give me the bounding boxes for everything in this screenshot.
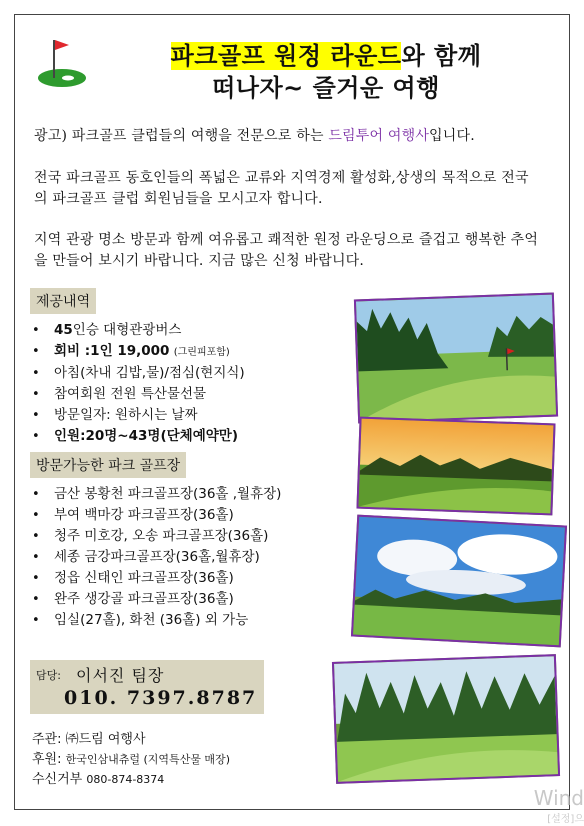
list-item: [30, 363, 245, 384]
company-name: 드림투어 여행사: [328, 128, 430, 144]
date-text: 방문일자: 원하시는 날짜: [54, 407, 198, 423]
optout-number[interactable]: 080-874-8374: [86, 773, 165, 786]
sponsor-prefix: 후원:: [32, 752, 66, 767]
title-line1-rest: 와 함께: [401, 42, 482, 70]
golf-course-photo-forest: [332, 654, 560, 784]
list-item: • 정읍 신태인 파크골프장(36홀): [30, 568, 281, 589]
gift-text: 참여회원 전원 특산물선물: [54, 386, 207, 402]
list-item: • 청주 미호강, 오송 파크골프장(36홀): [30, 526, 281, 547]
list-item: • 금산 봉황천 파크골프장(36홀 ,월휴장): [30, 484, 281, 505]
list-item: • 부여 백마강 파크골프장(36홀): [30, 505, 281, 526]
activation-watermark-sub: [설정]으: [547, 814, 584, 825]
courses-list: [30, 484, 281, 631]
courses-header: 방문가능한 파크 골프장: [30, 452, 186, 478]
list-item: [30, 320, 245, 341]
headcount-text: 인원:20명~43명(단체예약만): [54, 428, 238, 444]
golf-flag-icon: [36, 36, 92, 92]
list-item: • 세종 금강파크골프장(36홀,월휴장): [30, 547, 281, 568]
contact-phone[interactable]: 010. 7397.8787: [64, 687, 258, 709]
optout-label: 수신거부: [32, 772, 87, 787]
contact-name: 이서진 팀장: [76, 666, 165, 685]
title-highlight: 파크골프 원정 라운드: [170, 42, 402, 70]
bus-seats: 45: [54, 322, 73, 338]
list-item: • 임실(27홀), 화천 (36홀) 외 가능: [30, 610, 281, 631]
fee-note: (그린피포함): [173, 347, 230, 358]
ad-suffix: 입니다.: [429, 128, 475, 144]
list-item: [30, 426, 245, 447]
organizer: 주관: ㈜드림 여행사: [32, 732, 146, 747]
sponsor-line: [32, 750, 230, 770]
list-item: [30, 384, 245, 405]
contact-label: 담당:: [36, 669, 61, 682]
activation-watermark: Wind: [533, 786, 584, 810]
optout-line: [32, 770, 230, 790]
contact-box: [30, 660, 264, 714]
list-item: [30, 341, 245, 363]
golf-course-photo-clouds: [351, 515, 567, 648]
golf-course-photo-sunset: [356, 417, 555, 516]
footer: [32, 730, 230, 790]
list-item: [30, 405, 245, 426]
provided-list: [30, 320, 245, 447]
page-title: [96, 40, 556, 104]
provided-header: 제공내역: [30, 288, 96, 314]
intro-paragraph-2: 전국 파크골프 동호인들의 폭넓은 교류와 지역경제 활성화,상생의 목적으로 전국의 파크골프 클럽 회원님들을 모시고자 합니다.: [34, 170, 529, 207]
bus-label: 인승 대형관광버스: [72, 322, 182, 338]
meals-text: 아침(차내 김밥,물)/점심(현지식): [54, 365, 245, 381]
intro-paragraph-3: 지역 관광 명소 방문과 함께 여유롭고 쾌적한 원정 라운딩으로 즐겁고 행복한 추억을 만들어 보시기 바랍니다. 지금 많은 신청 바랍니다.: [34, 232, 539, 269]
sponsor: 한국인삼내츄럴 (지역특산물 매장): [65, 753, 230, 766]
title-line2: 떠나자~ 즐거운 여행: [212, 74, 440, 102]
fee-label: 회비 :1인 19,000: [54, 343, 170, 359]
intro-ad-line: [34, 126, 564, 147]
list-item: • 완주 생강골 파크골프장(36홀): [30, 589, 281, 610]
ad-prefix: 광고) 파크골프 클럽들의 여행을 전문으로 하는: [34, 128, 329, 144]
golf-course-photo-flag: [354, 293, 558, 424]
